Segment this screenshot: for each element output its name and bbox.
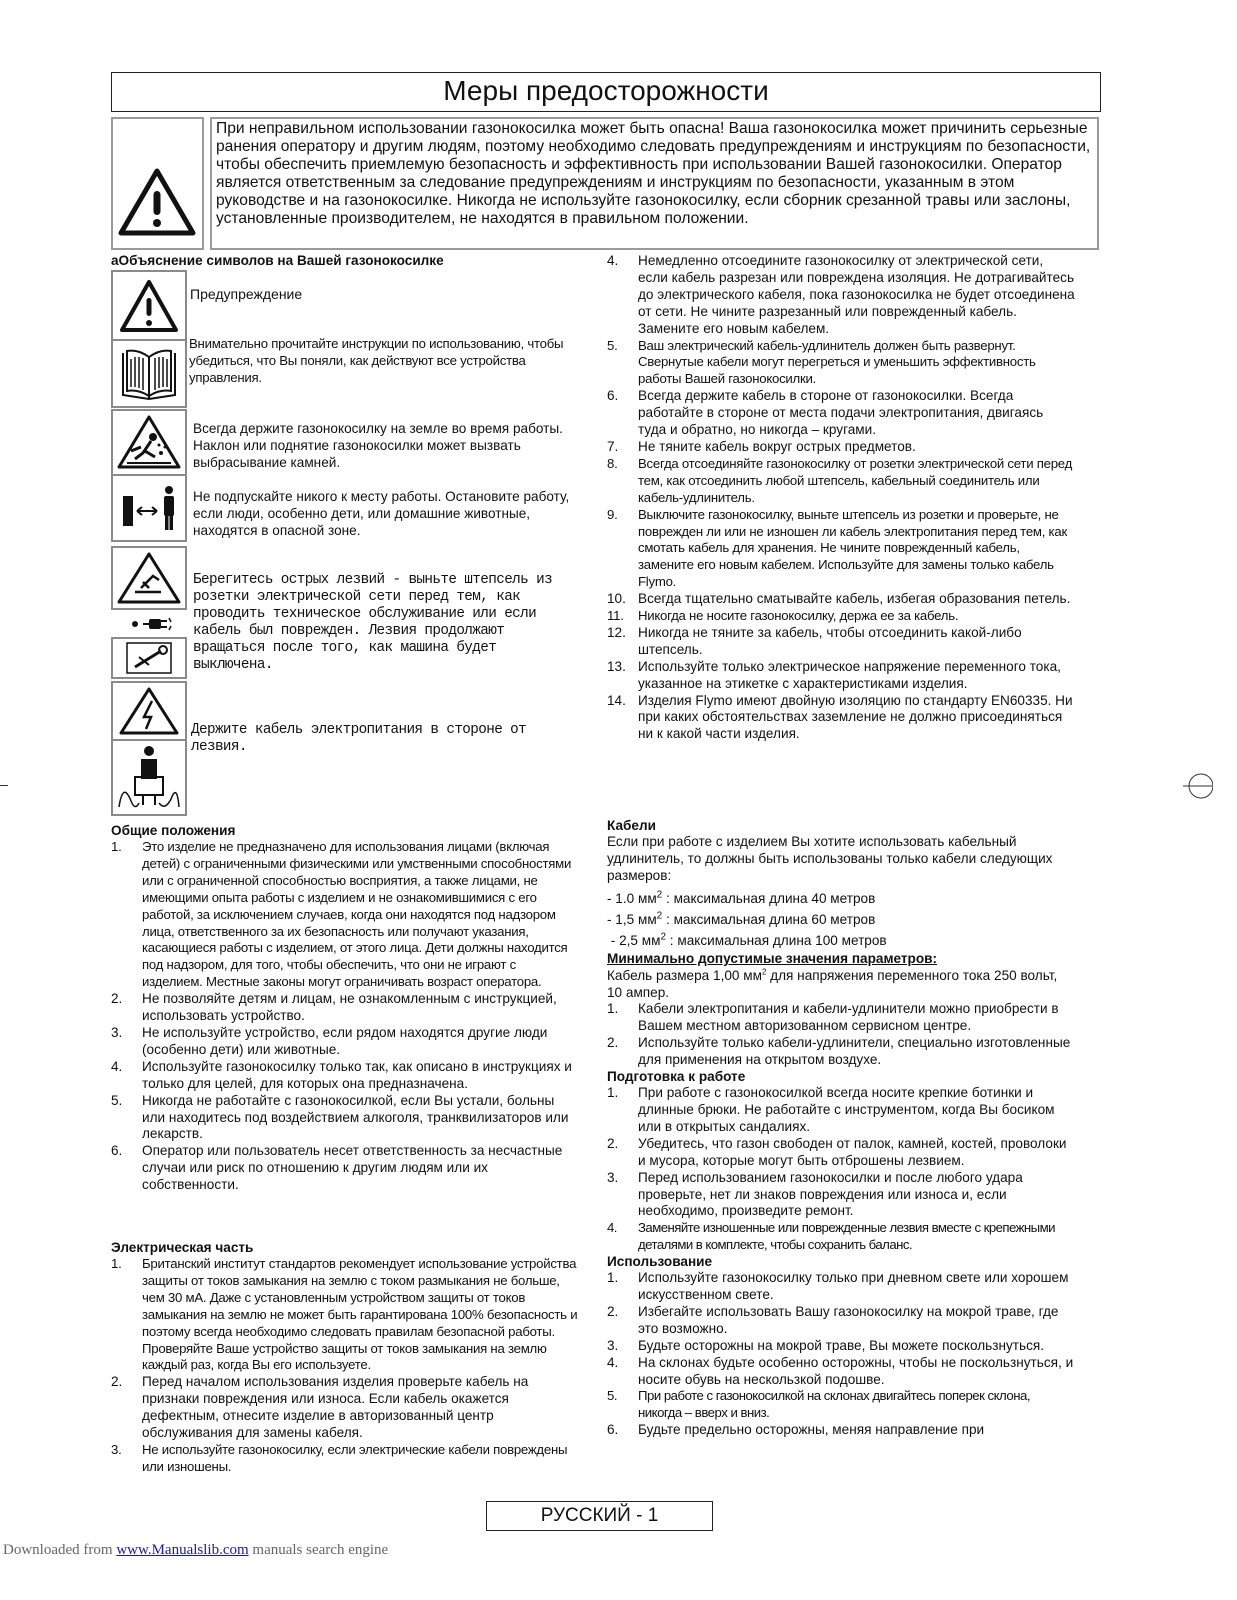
size-limit: : максимальная длина 100 метров [666,932,887,948]
min-params-text [607,968,1075,1002]
min-text-b: для напряжения переменного тока 250 вольт, 10 ампер. [607,967,1058,1000]
cables-intro: Если при работе с изделием Вы хотите использовать кабельный удлинитель, то должны быть использованы только кабели следующих размеров: [607,834,1053,883]
item-text: Это изделие не предназначено для использования лицами (включая детей) с ограниченными физическими или умственными способностями или с ограниченной способностью восприятия, а также лицами, не имеющими опыта работы с изделием и не ознакомившимися с его работой, за исключением случаев, когда они находятся под надзором лица, ответственного за их безопасность или получают указания, касающиеся работы с изделием, от этого лица. Дети должны находится под надзором, для того, чтобы обеспечить, что они не играют с изделием. Местные законы могут ограничивать возраст оператора. [142,839,572,990]
item-number: 1. [111,839,122,854]
item-number: 2. [111,1374,123,1390]
list-item [607,1355,1075,1389]
list-item [607,1338,1075,1355]
page-title: Меры предосторожности [111,72,1101,112]
list-item [607,253,1075,338]
size-limit: : максимальная длина 40 метров [662,890,876,906]
size-value: - 1.0 мм [607,890,657,906]
electrical-list-left [111,1256,579,1476]
download-suffix: manuals search engine [248,1542,389,1558]
item-text: Используйте газонокосилку только так, как описано в инструкциях и только для целей, для которых она предназначена. [142,1058,572,1091]
symbol-read-manual-text: Внимательно прочитайте инструкции по использованию, чтобы убедиться, что Вы поняли, как действуют все устройства управления. [189,336,564,385]
item-text: Заменяйте изношенные или поврежденные лезвия вместе с крепежными деталями в комплекте, чтобы сохранить баланс. [638,1220,1055,1253]
unplug-icon [113,613,185,635]
list-item [607,1304,1075,1338]
item-text: Изделия Flymo имеют двойную изоляцию по стандарту EN60335. Ни при каких обстоятельствах заземление не должно присоединяться ни к какой части изделия. [638,692,1073,742]
item-number: 1. [607,1085,619,1101]
list-item [111,1256,579,1374]
sharp-blade-icon [111,546,187,610]
electrical-list-right [607,253,1075,743]
item-text: Никогда не тяните за кабель, чтобы отсоединить какой-либо штепсель. [638,624,1022,657]
symbols-heading: аОбъяснение символов на Вашей газонокосилке [111,253,444,268]
item-number: 8. [607,455,618,471]
size-sup: 2 [660,931,667,943]
item-text: Перед началом использования изделия проверьте кабель на признаки повреждения или износа. Если кабель окажется дефектным, отнесите изделие в авторизованный центр обслуживания для замены кабеля. [142,1374,529,1441]
warning-text: При неправильном использовании газонокосилка может быть опасна! Ваша газонокосилка может причинить серьезные ранения оператору и другим людям, поэтому необходимо следовать предупреждениям и инструкциям по безопасности, чтобы обеспечить приемлемую безопасность и эффективность при использовании Вашей газонокосилки. Оператор является ответственным за следование предупреждениям и инструкциям по безопасности, указанным в этом руководстве и на газонокосилке. Никогда не используйте газонокосилку, если сборник срезанной травы или заслоны, установленные производителем, не находятся в правильном положении. [210,117,1099,250]
item-number: 4. [607,1354,619,1370]
item-number: 9. [607,506,618,522]
warning-triangle-icon [111,117,204,250]
item-text: Избегайте использовать Вашу газонокосилку на мокрой траве, где это возможно. [638,1303,1059,1336]
item-text: Убедитесь, что газон свободен от палок, камней, костей, проволоки и мусора, которые могут быть отброшены лезвием. [638,1135,1067,1168]
size-sup: 2 [656,910,663,922]
list-item [111,1143,579,1194]
item-text: Используйте только электрическое напряжение переменного тока, указанное на этикетке с характеристиками изделия. [638,658,1061,691]
symbol-blades-text: Берегитесь острых лезвий - выньте штепсель из розетки электрической сети перед тем, как проводить техническое обслуживание или если кабель был поврежден. Лезвия продолжают вращаться после того, как машина будет выключена. [193,572,553,673]
item-text: Всегда держите кабель в стороне от газонокосилки. Всегда работайте в стороне от места подачи электропитания, двигаясь туда и обратно, но никогда – кругами. [638,388,1044,438]
item-number: 1. [607,1001,619,1017]
list-item [607,1220,1075,1254]
cable-size-row [607,888,1075,909]
symbol-cable-text: Держите кабель электропитания в стороне от лезвия. [191,722,527,755]
item-number: 10. [607,591,626,607]
list-item [607,625,1075,659]
item-number: 2. [607,1303,619,1319]
item-number: 5. [111,1092,123,1108]
general-heading: Общие положения [111,823,236,838]
item-text: Всегда отсоединяйте газонокосилку от розетки электрической сети перед тем, как отсоединить любой штепсель, кабельный соединитель или кабель-удлинитель. [638,455,1073,505]
item-number: 7. [607,438,619,454]
list-item [607,693,1075,744]
item-text: Выключите газонокосилку, выньте штепсель из розетки и проверьте, не поврежден ли или не изношен ли кабель электропитания перед тем, как смотать кабель для хранения. Не чините поврежденный кабель, замените его новым кабелем. Используйте для замены только кабель Flymo. [638,506,1067,590]
item-number: 6. [607,1422,619,1438]
list-item [111,1093,579,1144]
item-number: 4. [607,1220,617,1236]
list-item [607,1388,1075,1422]
min-params-heading: Минимально допустимые значения параметров: [607,950,938,966]
electric-shock-icon [111,681,187,741]
read-manual-icon [111,339,187,408]
list-item [111,1442,579,1476]
cable-size-row [607,909,1075,930]
item-number: 4. [607,253,619,268]
item-text: Будьте предельно осторожны, меняя направление при [638,1422,985,1438]
preparation-heading: Подготовка к работе [607,1069,746,1085]
item-number: 6. [607,388,619,404]
item-text: Никогда не работайте с газонокосилкой, если Вы устали, больны или находитесь под воздействием алкоголя, транквилизаторов или лекарств. [142,1092,569,1142]
item-number: 1. [111,1256,122,1271]
list-item [607,388,1075,439]
item-text: При работе с газонокосилкой всегда носите крепкие ботинки и длинные брюки. Не работайте с инструментом, когда Вы босиком или в открытых сандалиях. [638,1085,1055,1134]
download-notice [3,1542,388,1559]
item-text: Кабели электропитания и кабели-удлинители можно приобрести в Вашем местном авторизованном сервисном центре. [638,1001,1059,1034]
list-item [607,591,1075,608]
list-item [607,608,1075,625]
item-number: 2. [607,1035,619,1051]
cable-size-row [607,930,1075,951]
size-value: - 1,5 мм [607,911,657,927]
item-number: 2. [111,991,123,1007]
manualslib-link[interactable]: www.Manualslib.com [116,1542,249,1558]
list-item [607,1136,1075,1170]
cables-section [607,818,1075,1439]
warning-box [111,117,1099,251]
list-item [607,439,1075,456]
registration-mark-left [0,785,8,786]
item-text: На склонах будьте особенно осторожны, чтобы не поскользнуться, и носите обувь на нескользкой подошве. [638,1354,1074,1387]
item-number: 6. [111,1143,123,1159]
item-number: 5. [607,1388,617,1404]
item-text: Никогда не носите газонокосилку, держа ее за кабель. [638,608,959,624]
item-number: 4. [111,1058,123,1074]
size-value: - 2,5 мм [607,932,661,948]
size-limit: : максимальная длина 60 метров [662,911,876,927]
item-text: При работе с газонокосилкой на склонах двигайтесь поперек склона, никогда – вверх и вниз. [638,1388,1031,1421]
item-number: 11. [607,608,624,624]
list-item [111,1059,579,1093]
item-text: Будьте осторожны на мокрой траве, Вы можете поскользнуться. [638,1337,1045,1353]
list-item [607,1001,1075,1035]
list-item [111,1025,579,1059]
item-text: Не тяните кабель вокруг острых предметов. [638,438,916,454]
thrown-objects-icon [111,409,187,476]
item-number: 3. [607,1169,619,1185]
list-item [111,1374,579,1442]
symbol-ground-text: Всегда держите газонокосилку на земле во время работы. Наклон или поднятие газонокосилки может вызвать выбрасывание камней. [193,421,563,470]
item-number: 14. [607,692,626,708]
usage-heading: Использование [607,1254,713,1270]
list-item [111,991,579,1025]
list-item [607,1035,1075,1069]
list-item [607,1270,1075,1304]
download-prefix: Downloaded from [3,1542,117,1558]
item-text: Перед использованием газонокосилки и после любого удара проверьте, нет ли знаков повреждения или износа и, если необходимо, произведите ремонт. [638,1169,1023,1219]
item-number: 3. [111,1441,122,1457]
symbol-keep-away-text: Не подпускайте никого к месту работы. Остановите работу, если люди, особенно дети, или домашние животные, находятся в опасной зоне. [193,489,570,538]
symbol-warning-label: Предупреждение [190,286,303,302]
item-text: Не используйте устройство, если рядом находятся другие люди (особенно дети) или животные. [142,1024,548,1057]
keep-distance-icon [111,474,187,542]
item-text: Ваш электрический кабель-удлинитель должен быть развернут. Свернутые кабели могут перегреться и уменьшить эффективность работы Вашей газонокосилки. [638,337,1036,387]
cables-heading: Кабели [607,818,656,833]
list-item [111,839,579,991]
item-text: Не позволяйте детям и лицам, не ознакомленным с инструкцией, использовать устройство. [142,991,557,1024]
list-item [607,338,1075,389]
item-number: 3. [111,1024,123,1040]
item-text: Используйте только кабели-удлинители, специально изготовленные для применения на открытом воздухе. [638,1035,1071,1068]
item-number: 5. [607,337,618,353]
min-text-a: Кабель размера 1,00 мм [607,967,762,983]
list-item [607,456,1075,507]
list-item [607,659,1075,693]
item-text: Британский институт стандартов рекомендует использование устройства защиты от токов замыкания на землю с током размыкания не больше, чем 30 мА. Даже с установленным устройством защиты от токов замыкания на землю не может быть гарантирована 100% безопасность и поэтому всегда необходимо следовать правилам безопасной работы. Проверяйте Ваше устройство защиты от токов замыкания на землю каждый раз, когда Вы его используете. [142,1256,578,1373]
item-text: Всегда тщательно сматывайте кабель, избегая образования петель. [638,591,1071,607]
size-sup: 2 [656,889,663,901]
item-text: Оператор или пользователь несет ответственность за несчастные случаи или риск по отношению к другим людям или их собственности. [142,1143,563,1193]
item-number: 12. [607,624,626,640]
item-number: 2. [607,1135,619,1151]
list-item [607,1422,1075,1439]
item-text: Используйте газонокосилку только при дневном свете или хорошем искусственном свете. [638,1270,1069,1303]
spanner-maintenance-icon [111,637,187,679]
electrical-heading: Электрическая часть [111,1240,254,1255]
general-list [111,839,579,1194]
item-number: 3. [607,1337,619,1353]
item-text: Немедленно отсоедините газонокосилку от электрической сети, если кабель разрезан или повреждена изоляция. Не дотрагивайтесь до электрического кабеля, пока газонокосилка не будет отсоединена от сети. Не чините разрезанный или поврежденный кабель. Замените его новым кабелем. [638,253,1075,336]
item-number: 13. [607,658,626,674]
keep-cable-away-icon [111,739,187,816]
item-text: Не используйте газонокосилку, если электрические кабели повреждены или изношены. [142,1441,568,1474]
registration-mark-right [1183,771,1213,801]
min-text-sup: 2 [761,967,767,977]
list-item [607,507,1075,592]
list-item [607,1170,1075,1221]
page-number-label: РУССКИЙ - 1 [486,1501,713,1531]
list-item [607,1085,1075,1136]
item-number: 1. [607,1270,619,1286]
symbol-warning-icon [111,270,187,341]
